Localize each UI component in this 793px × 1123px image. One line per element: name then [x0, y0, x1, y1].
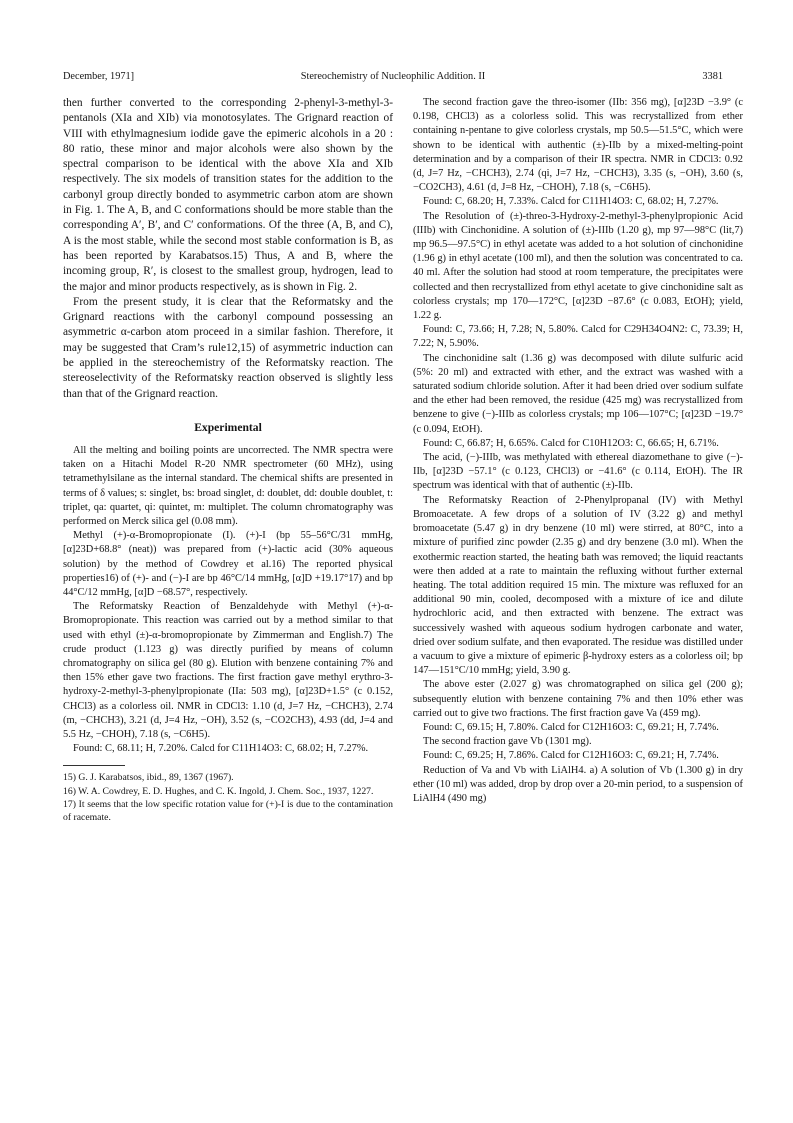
- paragraph-analysis-iib: Found: C, 68.20; H, 7.33%. Calcd for C11H14O3: C, 68.02; H, 7.27%.: [423, 196, 719, 208]
- right-column: [413, 96, 743, 806]
- paragraph-analysis-iiib: Found: C, 66.87; H, 6.65%. Calcd for C10H12O3: C, 66.65; H, 6.71%.: [423, 437, 719, 449]
- footnote-rule: [63, 765, 125, 766]
- paragraph-reduction-lialh4: Reduction of Va and Vb with LiAlH4. a) A solution of Vb (1.300 g) in dry ether (10 ml) was added, drop by drop over a 20-min period, to a suspension of LiAlH4 (490 mg): [413, 764, 743, 804]
- left-column: [63, 96, 393, 825]
- paragraph-reformatsky-phenylpropanal: The Reformatsky Reaction of 2-Phenylpropanal (IV) with Methyl Bromoacetate. A few drops of a solution of IV (3.22 g) and methyl bromoacetate (5.47 g) in dry benzene (10 ml) were stirred, at 80°C, into a mixture of purified zinc powder (2.35 g) and dry benzene (3.0 ml). When the exothermic reaction started, the heating bath was removed; the liquid reactants were then added at a rate to maintain the refluxing without further external heating. The total addition required 15 min. The mixture was refluxed for an additional 90 min, cooled, decomposed with a mixture of ice and dilute hydrochloric acid, and then extracted with benzene. The extract was successively washed with aqueous sodium hydrogen carbonate and water, dried over sodium sulfate, and then evaporated. The residue was distilled under a vacuum to give a mixture of epimeric β-hydroxy esters as a colorless oil; bp 147—151°C/10 mmHg; yield, 3.90 g.: [413, 494, 743, 677]
- section-heading-experimental: Experimental: [194, 420, 262, 434]
- header-title: Stereochemistry of Nucleophilic Addition. II: [300, 71, 486, 82]
- footnotes: [63, 771, 393, 824]
- footnote-16: 16) W. A. Cowdrey, E. D. Hughes, and C. K. Ingold, J. Chem. Soc., 1937, 1227.: [63, 785, 374, 797]
- paragraph-discussion-conclusion: From the present study, it is clear that the Reformatsky and the Grignard reactions with the carbonyl compound possessing an asymmetric α-carbon atom proceed in a similar fashion. Therefore, it may be suggested that Cram’s rule12,15) of asymmetric induction can be applied in the stereochemistry of the Reformatsky reaction. The stereoselectivity of the Reformatsky reaction observed is slightly less than that of the Grignard reaction.: [63, 295, 393, 400]
- paragraph-methylation: The acid, (−)-IIIb, was methylated with ethereal diazomethane to give (−)-IIb, [α]23D −57.1° (c 0.123, CHCl3) or −41.6° (c 0.114, EtOH). The IR spectrum was identical with that of authentic (±)-IIb.: [413, 452, 743, 492]
- paragraph-discussion-continued: then further converted to the corresponding 2-phenyl-3-methyl-3-pentanols (XIa and XIb) via monotosylates. The Grignard reaction of VIII with ethylmagnesium iodide gave the epimeric alcohols in a 20 : 80 ratio, these minor and major alcohols were also shown by the spectral comparison to be identical with the above XIa and XIb respectively. The six models of transition states for the addition to the carbonyl group directly bonded to asymmetric carbon atom are shown in Fig. 1. The A, B, and C conformations should be more stable than the corresponding A′, B′, and C′ conformations. Of the three (A, B, and C), A is the most stable, while the second most stable conformation is B, as has been reported by Karabatsos.15) Thus, A and B, where the incoming group, R′, is closest to the smallest group, hydrogen, lead to the major and minor products respectively, as is shown in Fig. 2.: [63, 97, 393, 293]
- paragraph-analysis-iia: Found: C, 68.11; H, 7.20%. Calcd for C11H14O3: C, 68.02; H, 7.27%.: [73, 743, 369, 755]
- paragraph-second-fraction-vb: The second fraction gave Vb (1301 mg).: [423, 736, 592, 748]
- paragraph-analysis-salt: Found: C, 73.66; H, 7.28; N, 5.80%. Calcd for C29H34O4N2: C, 73.39; H, 7.22; N, 5.90%.: [413, 324, 743, 350]
- paragraph-general-methods: All the melting and boiling points are uncorrected. The NMR spectra were taken on a Hitachi Model R-20 NMR spectrometer (60 MHz), using tetramethylsilane as the internal standard. The chemical shifts are presented in terms of δ values; s: singlet, bs: broad singlet, d: doublet, dd: double doublet, t: triplet, qa: quartet, qi: quintet, m: multiplet. The column chromatography was performed on Merck silica gel (0.08 mm).: [63, 444, 393, 527]
- running-header: [63, 70, 723, 84]
- paragraph-methyl-bromopropionate: Methyl (+)-α-Bromopropionate (I). (+)-I (bp 55–56°C/31 mmHg, [α]23D+68.8° (neat)) was prepared from (+)-lactic acid (30% aqueous solution) by the method of Cowdrey et al.16) The reported physical properties16) of (+)- and (−)-I are bp 46°C/14 mmHg, [α]D +19.17°17) and bp 44°C/12 mmHg, [α]D −68.57°, respectively.: [63, 530, 393, 598]
- paragraph-analysis-vb: Found: C, 69.25; H, 7.86%. Calcd for C12H16O3: C, 69.21; H, 7.74%.: [423, 750, 719, 762]
- page-number: 3381: [702, 71, 723, 82]
- paragraph-resolution: The Resolution of (±)-threo-3-Hydroxy-2-methyl-3-phenylpropionic Acid (IIIb) with Cinchonidine. A solution of (±)-IIIb (1.20 g), mp 97—98°C (lit,7) mp 96.5—97.5°C) in ethyl acetate was added to a hot solution of cinchonidine (1.96 g) in ethyl acetate (100 ml), and then the solution was concentrated to ca. 40 ml. After the solution had stood at room temperature, the precipitates were collected and then recrystallized from ethyl acetate to give cinchonidine salt as colorless crystals; mp 170—172°C, [α]23D −87.6° (c 0.083, EtOH); yield, 1.22 g.: [413, 210, 743, 322]
- paragraph-salt-decomposition: The cinchonidine salt (1.36 g) was decomposed with dilute sulfuric acid (5%: 20 ml) and extracted with ether, and the extract was washed with a saturated sodium chloride solution. After it had been dried over sodium sulfate and the ether had been removed, the residue (425 mg) was recrystallized from benzene to give (−)-IIIb as colorless crystals; mp 106—107°C; [α]23D −19.7° (c 0.094, EtOH).: [413, 352, 743, 435]
- paragraph-reformatsky-benzaldehyde: The Reformatsky Reaction of Benzaldehyde with Methyl (+)-α-Bromopropionate. This reaction was carried out by a method similar to that used with ethyl (±)-α-bromopropionate by Zimmerman and English.7) The crude product (1.123 g) was directly purified by means of column chromatography on silica gel (80 g). Elution with benzene containing 7% and then 15% ether gave two fractions. The first fraction gave methyl erythro-3-hydroxy-2-methyl-3-phenylpropionate (IIa: 503 mg), [α]23D+1.5° (c 0.152, CHCl3) as a colorless oil. NMR in CDCl3: 1.10 (d, J=7 Hz, −CHCH3), 2.74 (m, −CHCH3), 3.21 (d, J=4 Hz, −OH), 3.52 (s, −CO2CH3), 4.93 (dd, J=4 and 5.5 Hz, −CHOH), 7.18 (s, −C6H5).: [63, 601, 393, 740]
- paragraph-threo-isomer: The second fraction gave the threo-isomer (IIb: 356 mg), [α]23D −3.9° (c 0.198, CHCl3) as a colorless solid. This was recrystallized from ether containing n-pentane to give colorless crystals, mp 50.5—51.5°C, which were shown to be identical with authentic (±)-IIb by a mixed-melting-point determination and by a comparison of their IR spectra. NMR in CDCl3: 0.92 (d, J=7 Hz, −CHCH3), 2.74 (qi, J=7 Hz, −CHCH3), 3.35 (s, −OH), 3.60 (s, −CO2CH3), 4.61 (d, J=8 Hz, −CHOH), 7.18 (s, −C6H5).: [413, 97, 743, 194]
- footnote-17: 17) It seems that the low specific rotation value for (+)-I is due to the contamination of racemate.: [63, 799, 393, 824]
- header-date: December, 1971]: [63, 71, 135, 82]
- footnote-15: 15) G. J. Karabatsos, ibid., 89, 1367 (1967).: [63, 772, 234, 784]
- paragraph-chromatography: The above ester (2.027 g) was chromatographed on silica gel (200 g); subsequently elution with benzene containing 7% and then 10% ether was carried out to give two fractions. The first fraction gave Va (459 mg).: [413, 679, 743, 719]
- paragraph-analysis-va: Found: C, 69.15; H, 7.80%. Calcd for C12H16O3: C, 69.21; H, 7.74%.: [423, 721, 719, 733]
